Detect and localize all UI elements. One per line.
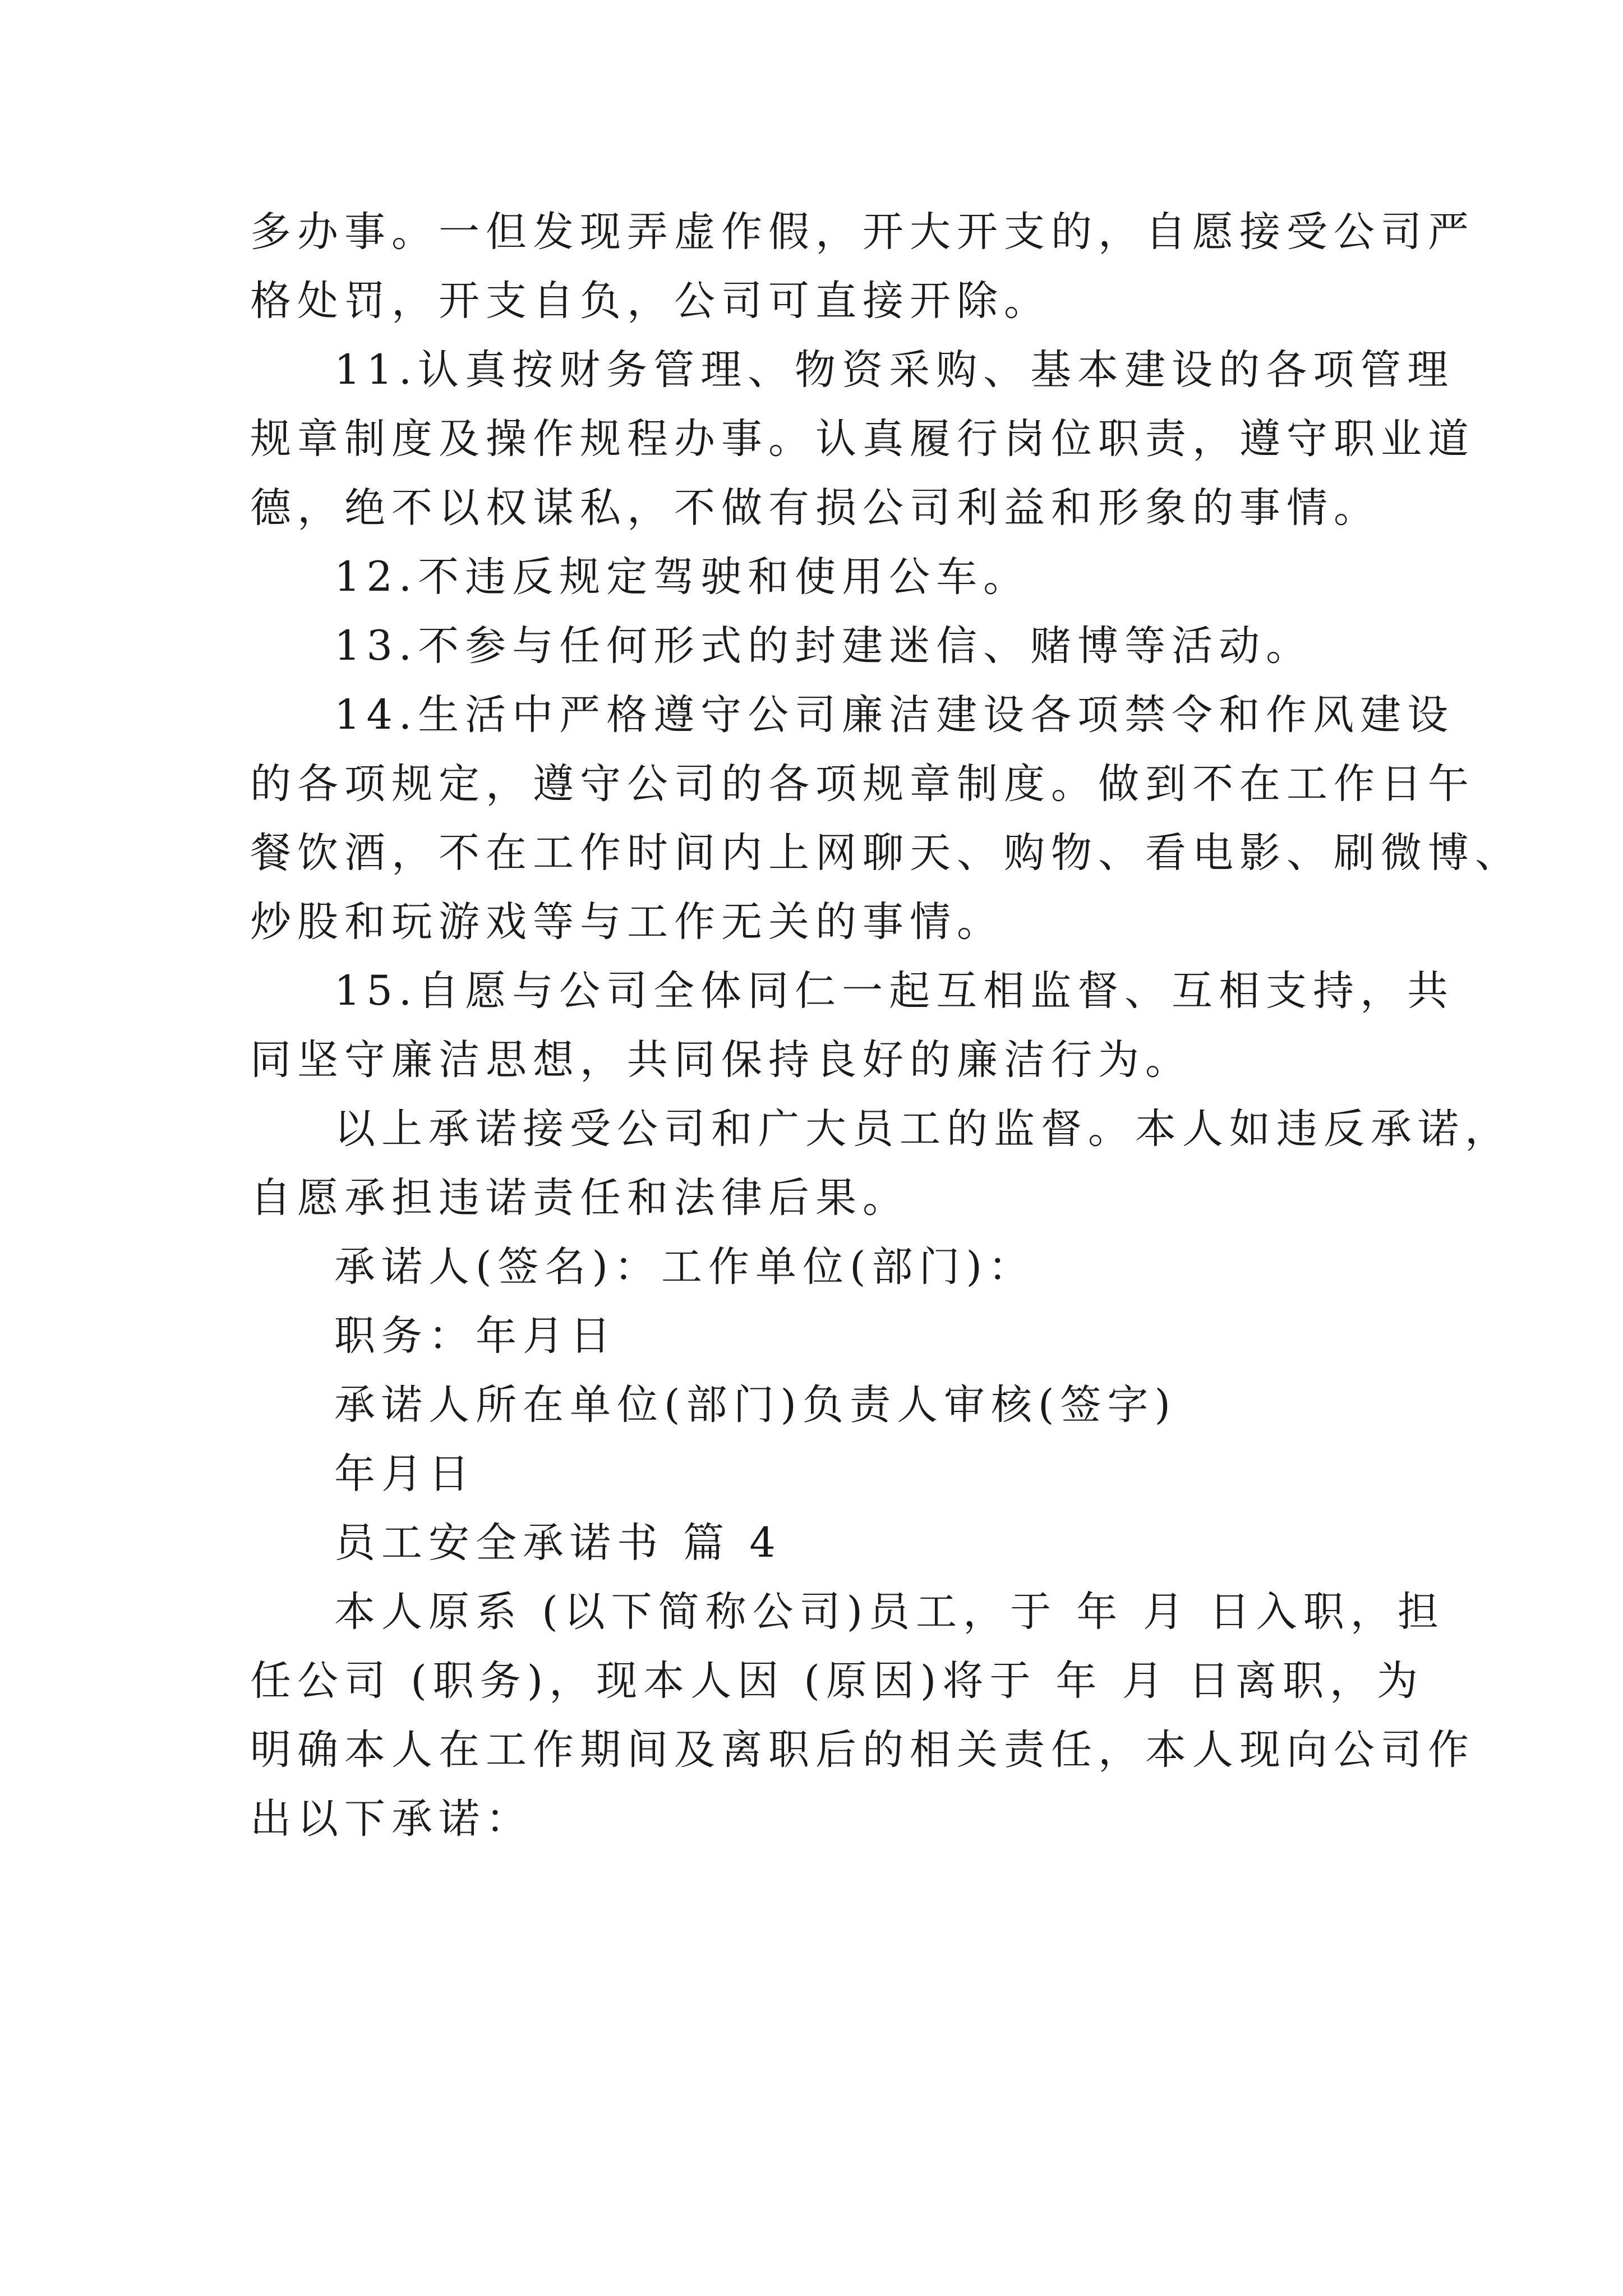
text-line: 德，绝不以权谋私，不做有损公司利益和形象的事情。 xyxy=(250,484,1381,532)
signature-line: 承诺人(签名)：工作单位(部门)： xyxy=(334,1243,1035,1291)
text-line: 任公司 (职务)，现本人因 (原因)将于 年 月 日离职，为 xyxy=(250,1657,1424,1705)
document-body xyxy=(250,197,1522,1853)
text-line: 14.生活中严格遵守公司廉洁建设各项禁令和作风建设 xyxy=(334,691,1455,739)
text-line: 的各项规定，遵守公司的各项规章制度。做到不在工作日午 xyxy=(250,760,1475,808)
text-line: 本人原系 (以下简称公司)员工，于 年 月 日入职，担 xyxy=(334,1588,1445,1636)
text-line: 规章制度及操作规程办事。认真履行岗位职责，遵守职业道 xyxy=(250,415,1475,463)
text-line: 多办事。一但发现弄虚作假，开大开支的，自愿接受公司严 xyxy=(250,208,1475,256)
review-line: 承诺人所在单位(部门)负责人审核(签字) xyxy=(334,1381,1177,1429)
section-heading: 员工安全承诺书 篇 4 xyxy=(334,1519,782,1567)
text-line: 12.不违反规定驾驶和使用公车。 xyxy=(334,553,1031,601)
text-line: 明确本人在工作期间及离职后的相关责任，本人现向公司作 xyxy=(250,1726,1475,1774)
text-line: 格处罚，开支自负，公司可直接开除。 xyxy=(250,277,1051,325)
text-line: 自愿承担违诺责任和法律后果。 xyxy=(250,1174,910,1222)
date-line: 职务：年月日 xyxy=(334,1312,617,1360)
text-line: 13.不参与任何形式的封建迷信、赌博等活动。 xyxy=(334,622,1313,670)
text-line: 11.认真按财务管理、物资采购、基本建设的各项管理 xyxy=(334,346,1455,394)
text-line: 餐饮酒，不在工作时间内上网聊天、购物、看电影、刷微博、 xyxy=(250,829,1522,877)
text-line: 炒股和玩游戏等与工作无关的事情。 xyxy=(250,898,1004,946)
text-line: 15.自愿与公司全体同仁一起互相监督、互相支持，共 xyxy=(334,967,1455,1015)
text-line: 以上承诺接受公司和广大员工的监督。本人如违反承诺， xyxy=(334,1105,1512,1153)
text-line: 同坚守廉洁思想，共同保持良好的廉洁行为。 xyxy=(250,1036,1192,1084)
text-line: 出以下承诺： xyxy=(250,1795,533,1843)
date-line: 年月日 xyxy=(334,1450,476,1498)
